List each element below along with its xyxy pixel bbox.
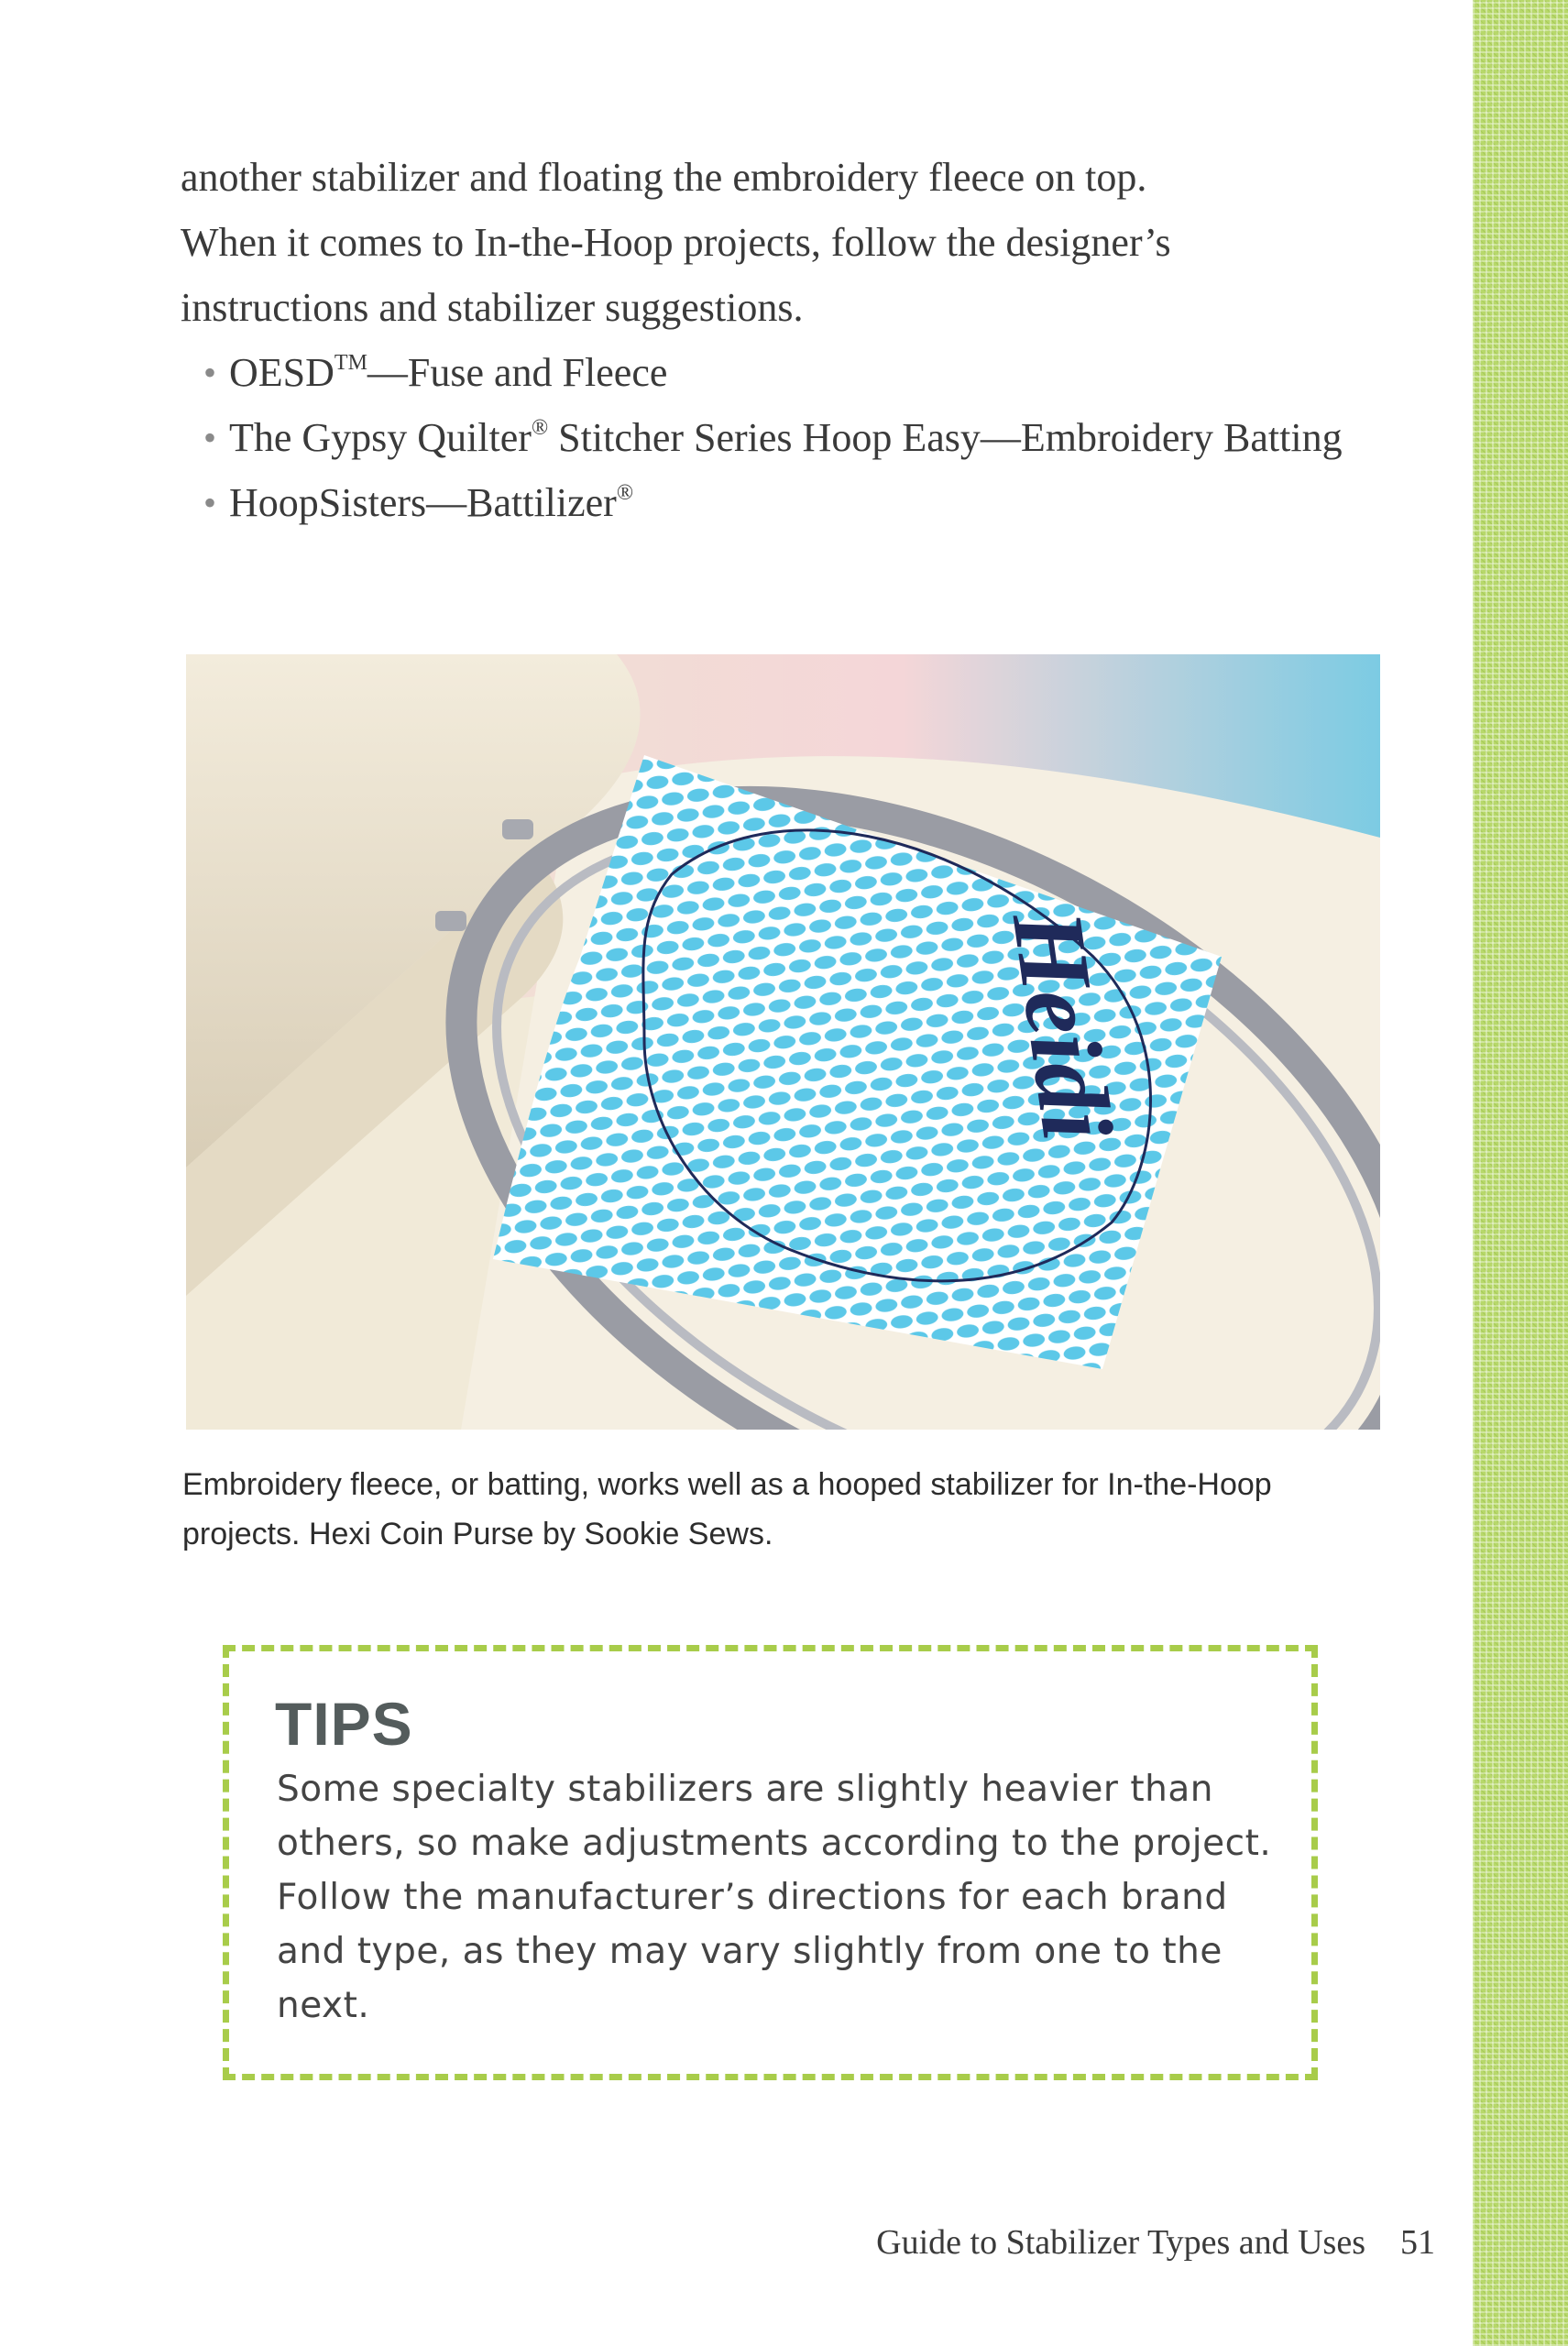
photo-illustration <box>186 654 1380 1430</box>
page-footer <box>812 2222 1435 2263</box>
body-text <box>181 145 1399 535</box>
bullet-icon: • <box>203 482 217 523</box>
bullet-icon: • <box>203 417 217 458</box>
bullet-text: OESD <box>229 350 334 395</box>
bullet-text: —Fuse and Fleece <box>367 350 668 395</box>
decorative-side-strip <box>1473 0 1568 2346</box>
embroidery-hoop-photo <box>186 654 1380 1430</box>
bullet-text: The Gypsy Quilter <box>229 415 532 460</box>
trademark-mark: TM <box>334 351 367 376</box>
list-item <box>181 340 1399 405</box>
stabilizer-list <box>181 340 1399 535</box>
bullet-text: HoopSisters—Battilizer <box>229 480 617 525</box>
intro-line-2: When it comes to In-the-Hoop projects, follow the designer’s <box>181 220 1171 265</box>
tips-text: Some specialty stabilizers are slightly heavier than others, so make adjustments according to the project. Follow the manufacturer’s directions for each brand and type, as they may vary slightly from one to the next. <box>277 1769 1272 2026</box>
registered-mark: ® <box>531 416 549 441</box>
embroidered-name: Heidi <box>991 904 1135 1147</box>
list-item <box>181 470 1399 535</box>
list-item <box>181 405 1399 470</box>
running-footer-title: Guide to Stabilizer Types and Uses <box>876 2223 1365 2262</box>
bullet-text: Stitcher Series Hoop Easy—Embroidery Batting <box>548 415 1343 460</box>
photo-caption: Embroidery fleece, or batting, works well as a hooped stabilizer for In-the-Hoop projects. Hexi Coin Purse by Sookie Sews. <box>182 1467 1272 1551</box>
bullet-icon: • <box>203 352 217 393</box>
intro-line-3: instructions and stabilizer suggestions. <box>181 285 804 330</box>
page-number: 51 <box>1400 2223 1435 2262</box>
registered-mark: ® <box>616 481 634 506</box>
intro-line-1: another stabilizer and floating the embroidery fleece on top. <box>181 155 1147 200</box>
tips-title: TIPS <box>275 1690 413 1758</box>
